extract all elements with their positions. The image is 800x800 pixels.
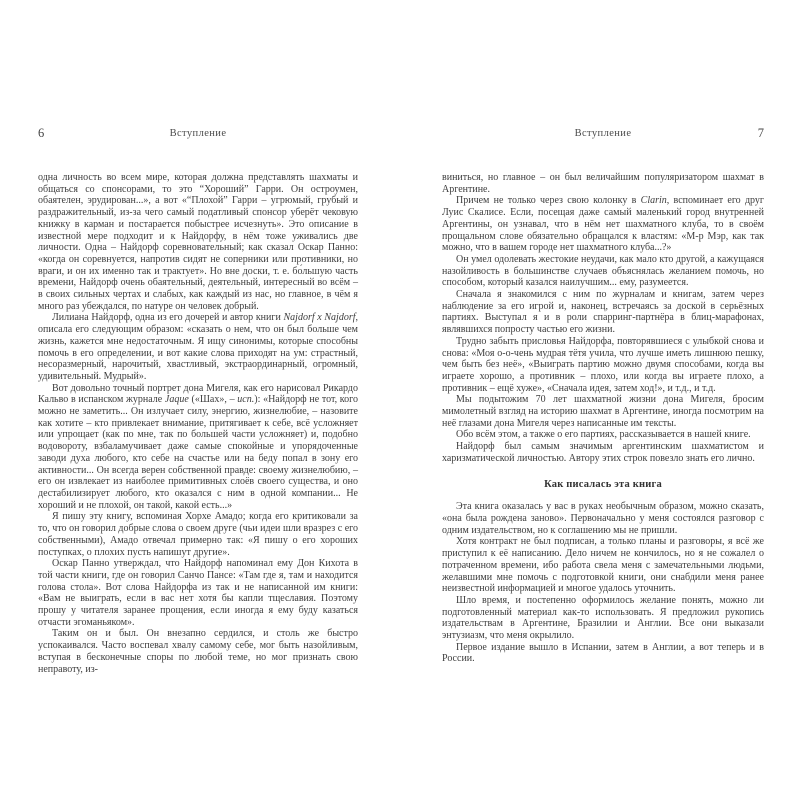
paragraph: Лилиана Найдорф, одна из его дочерей и автор книги Najdorf x Najdorf, описала его следующим образом: «сказать о нем, что он был больше чем жизнь, кажется мне недостаточным. Я ищу синонимы, которые способны помочь в его определении, и вот какие слова приходят на ум: страстный, несоразмерный, нарочитый, хвастливый, экстраординарный, огромный, удивительный. Мудрый». xyxy=(38,312,358,382)
right-page-body xyxy=(442,172,764,665)
right-page-number: 7 xyxy=(757,126,764,140)
left-page-header xyxy=(38,128,358,143)
right-page-header xyxy=(442,128,764,143)
paragraph: Таким он и был. Он внезапно сердился, и столь же быстро успокаивался. Часто воспевал хвалу самому себе, мог быть назойливым, вступая в бесконечные споры по любой теме, но мог признать свою неправоту, из- xyxy=(38,628,358,675)
paragraph: Эта книга оказалась у вас в руках необычным образом, можно сказать, «она была рождена заново». Первоначально у меня состоялся разговор с одним издательством, но к соглашению мы не пришли. xyxy=(442,501,764,536)
left-running-header: Вступление xyxy=(169,128,227,139)
right-page-paragraphs-after xyxy=(442,501,764,665)
paragraph: Оскар Панно утверждал, что Найдорф напоминал ему Дон Кихота в той части книги, где он говорил Санчо Пансе: «Там где я, там и находится голова стола». Вот слова Найдорфа из так и не написанной им книги: «Вам не выиграть, если в вас нет хотя бы капли тщеславия. Поэтому прошу у читателя заранее прощения, если иногда я ему буду казаться отчасти эгоманьяком». xyxy=(38,558,358,628)
paragraph: Хотя контракт не был подписан, а только планы и разговоры, я всё же приступил к её написанию. Дело ничем не кончилось, но я не сожалел о потраченном времени, ибо работа свела меня с замечательными людьми, желавшими мне помочь с подготовкой книги, они снабдили меня ранее неизвестной информацией и многое удалось уточнить. xyxy=(442,536,764,595)
right-page xyxy=(442,128,764,665)
paragraph: одна личность во всем мире, которая должна представлять шахматы и общаться со спонсорами, то это “Хороший” Гарри. Он остроумен, обаятелен, эрудирован...», а вот «“Плохой” Гарри – угрюмый, грубый и раздражительный, из-за чего самый податливый спонсор уберёт чековую книжку в карман и постарается побыстрее исчезнуть». Это описание в известной мере подходит и к Найдорфу, в нём тоже уживались две личности. Одна – Найдорф соревновательный; как сказал Оскар Панно: «когда он соревнуется, напротив сидят не соперники или противники, но враги, и он их именно так и трактует». Но вне доски, т. е. бо́льшую часть времени, Найдорф очень обаятельный, деятельный, интересный во всём – в своих сильных чертах и слабых, как каждый из нас, но главное, в чём я много раз убеждался, по натуре он человек добрый. xyxy=(38,172,358,312)
paragraph: виниться, но главное – он был величайшим популяризатором шахмат в Аргентине. xyxy=(442,172,764,195)
paragraph: Вот довольно точный портрет дона Мигеля, как его нарисовал Рикардо Кальво в испанском журнале Jaque («Шах», – исп.): «Найдорф не тот, кого можно не заметить... Он излучает силу, энергию, жизнелюбие, – назовите как хотите – кто привлекает внимание, притягивает к себе, всё усложняет или упрощает (как по мне, так по большей части усложняет) и, подобно водовороту, взбаламучивает даже самые спокойные и упорядоченные заводи духа любого, кто себе на счастье или на беду попал в зону его активности... Он всегда верен собственной правде: своему жизнелюбию, – его он извлекает из наиболее примитивных слоёв своего существа, и оно дестабилизирует любого, кто оказался с ним в одной компании... Не хороший и не плохой, он такой, какой есть...» xyxy=(38,382,358,511)
right-page-paragraphs-before xyxy=(442,172,764,465)
paragraph: Сначала я знакомился с ним по журналам и книгам, затем через наблюдение за его игрой и, наконец, встречаясь за доской в серьёзных партиях. Выступал я и в роли спарринг-партнёра в блиц-марафонах, являвшихся попросту частью его жизни. xyxy=(442,289,764,336)
paragraph: Первое издание вышло в Испании, затем в Англии, а вот теперь и в России. xyxy=(442,641,764,665)
left-page xyxy=(38,128,358,675)
left-page-body xyxy=(38,172,358,675)
paragraph: Мы подытожим 70 лет шахматной жизни дона Мигеля, бросим мимолетный взгляд на историю шахмат в Аргентине, иногда посмотрим на неё глазами дона Мигеля через написанные им тексты. xyxy=(442,394,764,429)
paragraph: Шло время, и постепенно оформилось желание понять, можно ли подготовленный материал как-то использовать. Я предложил рукопись издательствам в Аргентине, Бразилии и Англии. Все они выказали энтузиазм, что меня окрылило. xyxy=(442,594,764,642)
paragraph: Найдорф был самым значимым аргентинским шахматистом и харизматической личностью. Автору этих строк повезло знать его лично. xyxy=(442,441,764,464)
right-running-header: Вступление xyxy=(574,128,632,139)
paragraph: Причем не только через свою колонку в Clarin, вспоминает его друг Луис Скалисе. Если, посещая даже самый маленький город внутренней Аргентины, он узнавал, что в нём нет шахматного клуба, то в своём прощальном слове обязательно обращался к властям: «М-р Мэр, как так можно, что в вашем городе нет шахматного клуба...?» xyxy=(442,195,765,254)
paragraph: Трудно забыть присловья Найдорфа, повторявшиеся с улыбкой снова и снова: «Моя о-о-чень мудрая тётя учила, что лучше иметь лишнюю пешку, чем быть без неё», «Выиграть партию можно двумя способами, когда вы играете хорошо, а противник – плохо, или когда вы играете плохо, а противник – ещё хуже», «Сначала идея, затем ход!», и т.д., и т.д. xyxy=(442,335,764,394)
paragraph: Я пишу эту книгу, вспоминая Хорхе Амадо; когда его критиковали за то, что он говорил добрые слова о своем друге (чьи идеи шли вразрез с его собственными), Амадо отвечал примерно так: «Я пишу о его хороших поступках, о плохих пусть напишут другие». xyxy=(38,511,358,558)
paragraph: Он умел одолевать жестокие неудачи, как мало кто другой, а кажущаяся назойливость в большинстве случаев объяснялась желанием помочь, но способом, который казался наилучшим... ему, разумеется. xyxy=(442,253,764,289)
left-page-number: 6 xyxy=(38,126,45,140)
section-heading: Как писалась эта книга xyxy=(544,478,662,490)
paragraph: Обо всём этом, а также о его партиях, рассказывается в нашей книге. xyxy=(456,429,751,441)
